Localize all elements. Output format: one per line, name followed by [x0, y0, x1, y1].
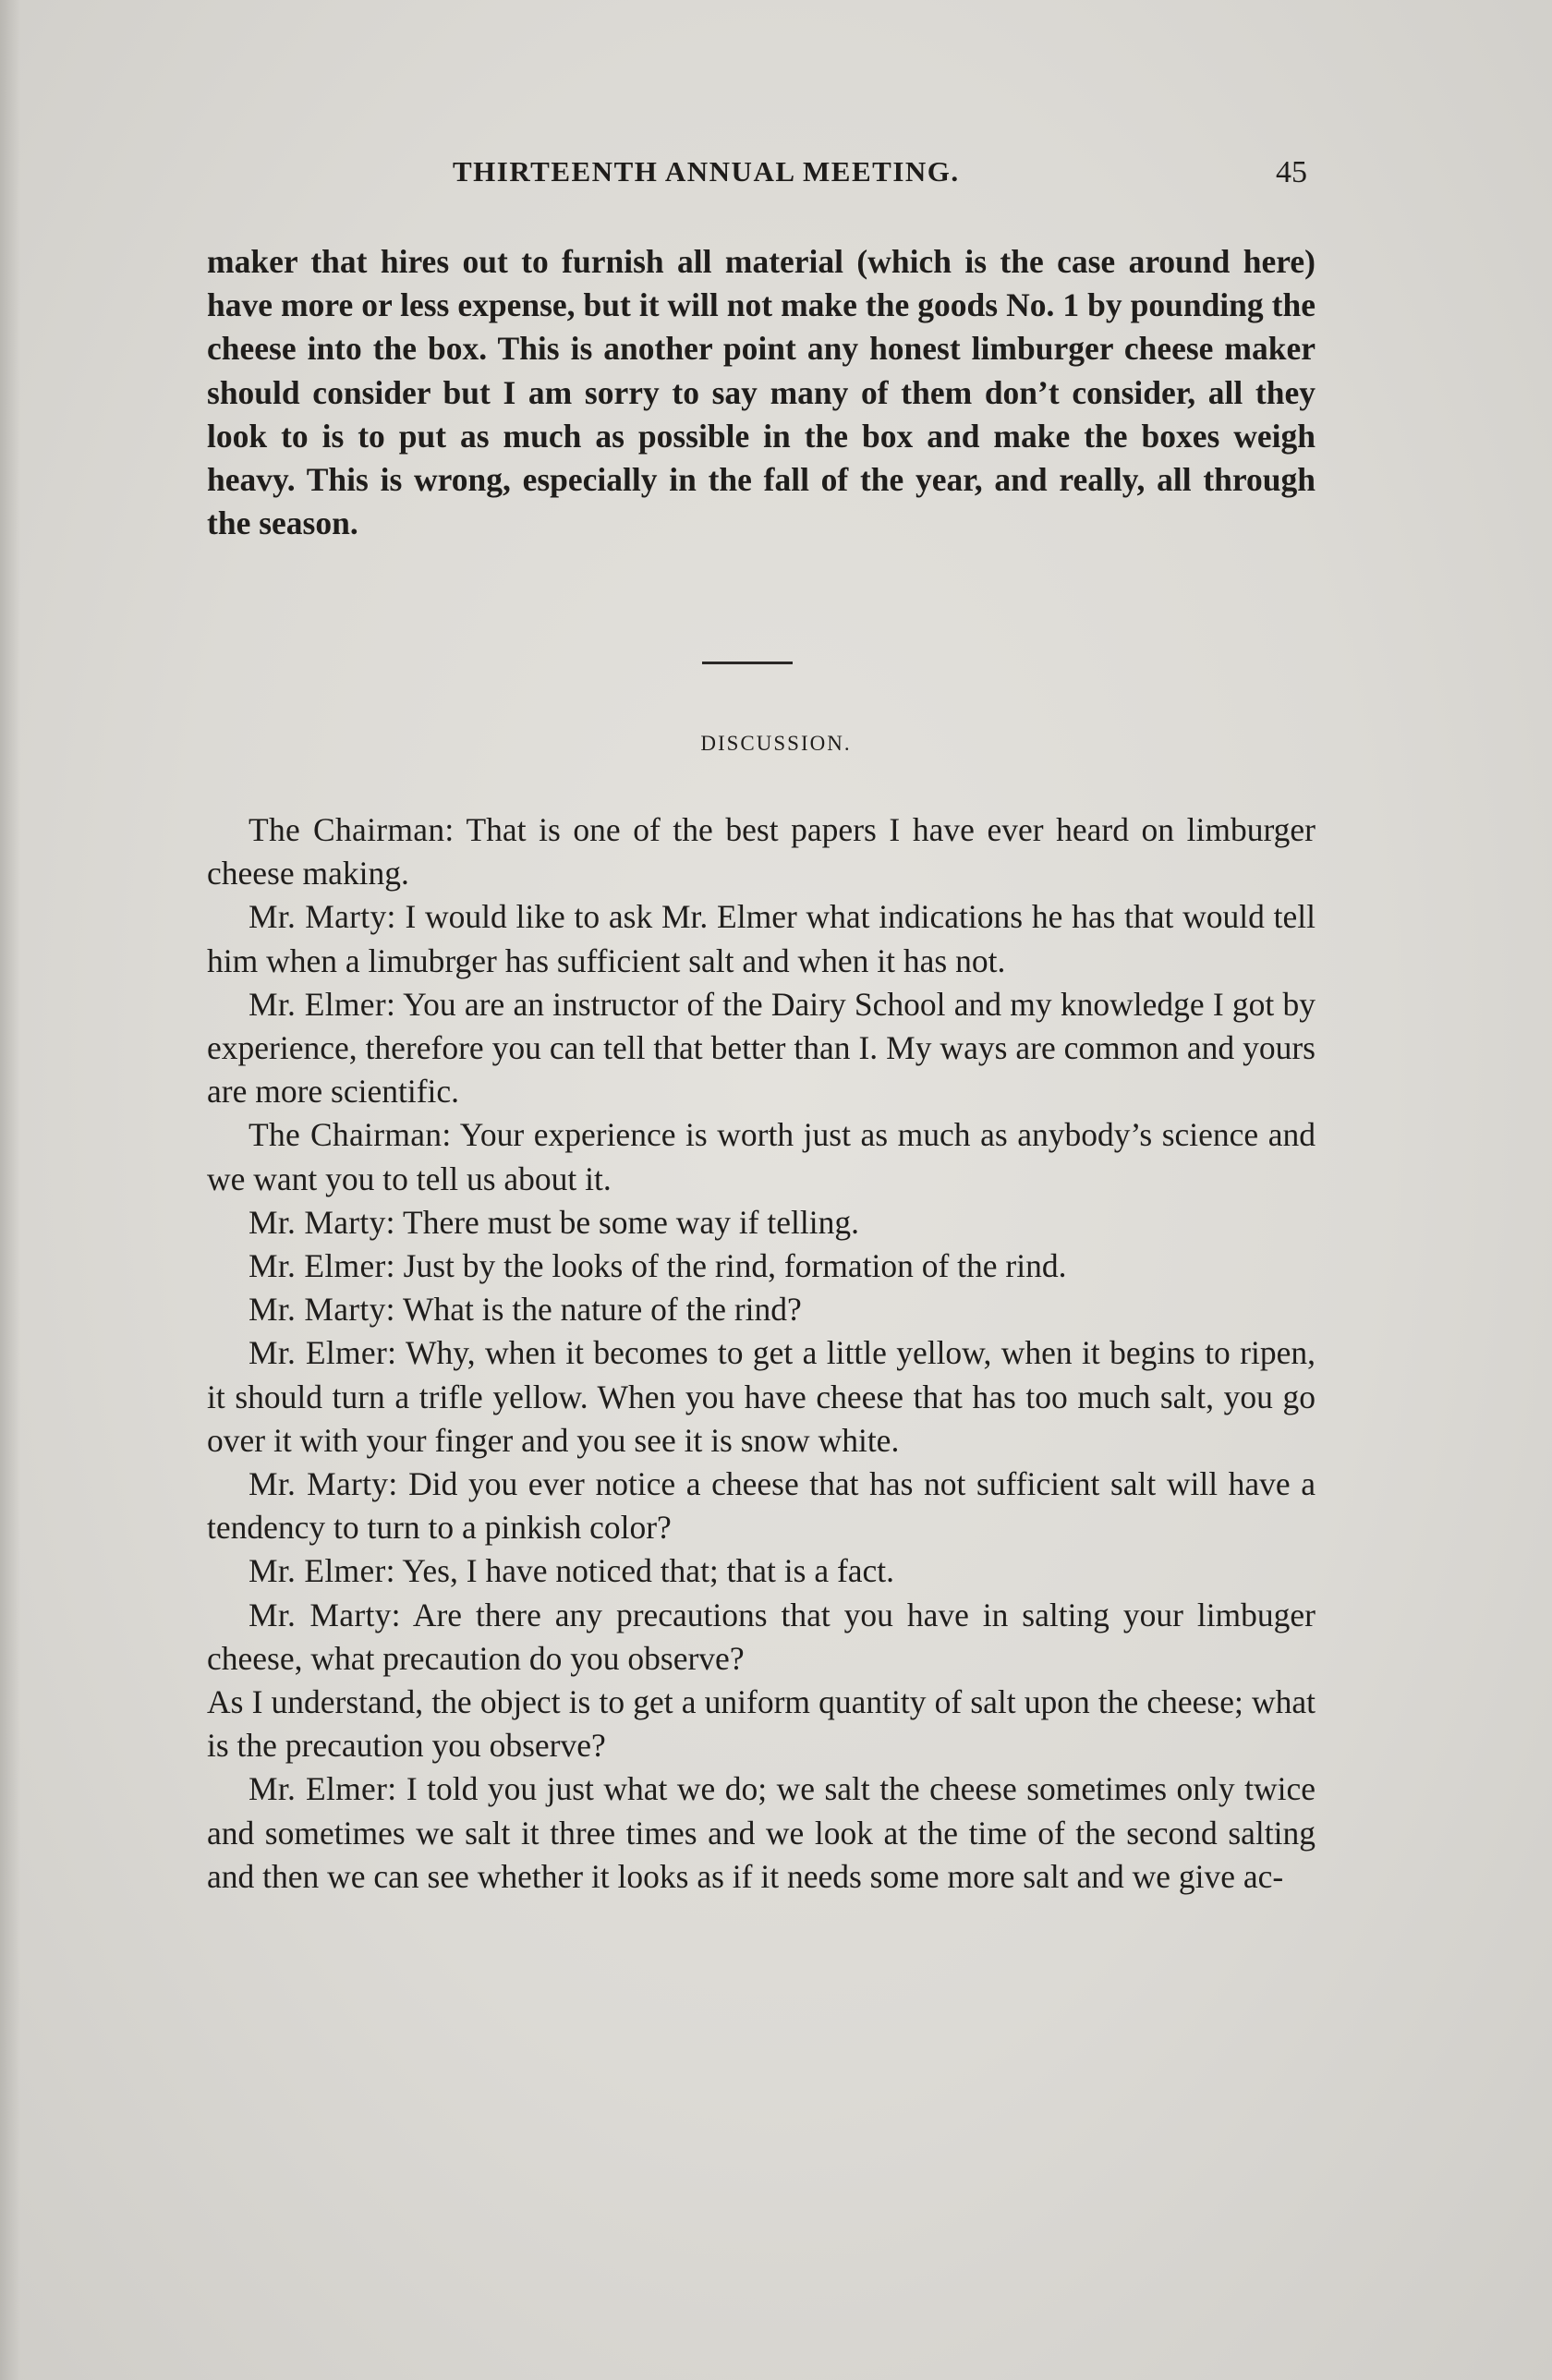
speaker-label: Mr. Elmer: — [249, 1334, 397, 1372]
speaker-label: Mr. Marty: — [249, 1465, 398, 1503]
running-head: THIRTEENTH ANNUAL MEETING. — [453, 155, 960, 188]
discussion-block — [207, 808, 1316, 1899]
discussion-paragraph — [207, 1288, 1316, 1331]
speaker-label: Mr. Elmer: — [249, 1552, 395, 1590]
speaker-label: Mr. Elmer: — [249, 985, 396, 1023]
section-divider-rule — [702, 662, 793, 664]
speech-text: You are an instructor of the Dairy School and my knowledge I got by experience, therefore you can tell that better than I. My ways are common and yours are more scientific. — [207, 985, 1316, 1111]
page-edge-shadow — [0, 0, 20, 2380]
intro-text-block — [207, 240, 1316, 545]
discussion-paragraph — [207, 1331, 1316, 1463]
speech-text: What is the nature of the rind? — [403, 1291, 802, 1329]
discussion-paragraph — [207, 1681, 1316, 1767]
speaker-label: Mr. Marty: — [249, 1291, 395, 1329]
speaker-label: Mr. Elmer: — [249, 1770, 397, 1808]
discussion-paragraph — [207, 808, 1316, 895]
speech-text: Why, when it becomes to get a little yellow, when it begins to ripen, it should turn a trifle yellow. When you have cheese that has too much salt, you go over it with your finger and you see it is snow white. — [207, 1334, 1316, 1459]
speech-text: Your experience is worth just as much as anybody’s science and we want you to tell us about it. — [207, 1116, 1316, 1197]
speech-text: There must be some way if telling. — [403, 1203, 859, 1241]
discussion-paragraph — [207, 895, 1316, 982]
discussion-paragraph — [207, 1113, 1316, 1200]
discussion-paragraph — [207, 983, 1316, 1114]
section-title: DISCUSSION. — [700, 732, 852, 755]
discussion-paragraph — [207, 1767, 1316, 1899]
page-number: 45 — [1276, 155, 1307, 189]
speech-text: I told you just what we do; we salt the cheese sometimes only twice and sometimes we salt it three times and we look at the time of the second salting and then we can see whether it looks as if it needs some more salt and we give ac- — [207, 1770, 1316, 1895]
speech-text: Just by the looks of the rind, formation of the rind. — [403, 1247, 1067, 1285]
speech-text: Yes, I have noticed that; that is a fact. — [402, 1552, 895, 1590]
speech-text: I would like to ask Mr. Elmer what indications he has that would tell him when a limubrger has sufficient salt and when it has not. — [207, 898, 1316, 979]
discussion-paragraph — [207, 1245, 1316, 1288]
speaker-label: Mr. Marty: — [249, 898, 396, 936]
speaker-label: Mr. Marty: — [249, 1596, 401, 1633]
speech-text: That is one of the best papers I have ever heard on limburger cheese making. — [207, 811, 1316, 892]
speaker-label: Mr. Marty: — [249, 1203, 395, 1241]
speaker-label: The Chairman: — [249, 811, 455, 848]
discussion-paragraph — [207, 1549, 1316, 1593]
discussion-paragraph — [207, 1594, 1316, 1681]
speaker-label: Mr. Elmer: — [249, 1247, 395, 1285]
speech-text: Did you ever notice a cheese that has not sufficient salt will have a tendency to turn to a pinkish color? — [207, 1465, 1316, 1547]
speech-text: As I understand, the object is to get a uniform quantity of salt upon the cheese; what is the precaution you observe? — [207, 1683, 1316, 1765]
intro-paragraph: maker that hires out to furnish all material (which is the case around here) have more or less expense, but it will not make the goods No. 1 by pounding the cheese into the box. This is another point any honest limburger cheese maker should consider but I am sorry to say many of them don’t consider, all they look to is to put as much as possible in the box and make the boxes weigh heavy. This is wrong, especially in the fall of the year, and really, all through the season. — [207, 243, 1316, 542]
discussion-paragraph — [207, 1463, 1316, 1549]
page-header — [208, 155, 1307, 196]
discussion-paragraph — [207, 1201, 1316, 1245]
speech-text: Are there any precautions that you have in salting your limbuger cheese, what precaution do you observe? — [207, 1596, 1316, 1677]
speaker-label: The Chairman: — [249, 1116, 452, 1154]
